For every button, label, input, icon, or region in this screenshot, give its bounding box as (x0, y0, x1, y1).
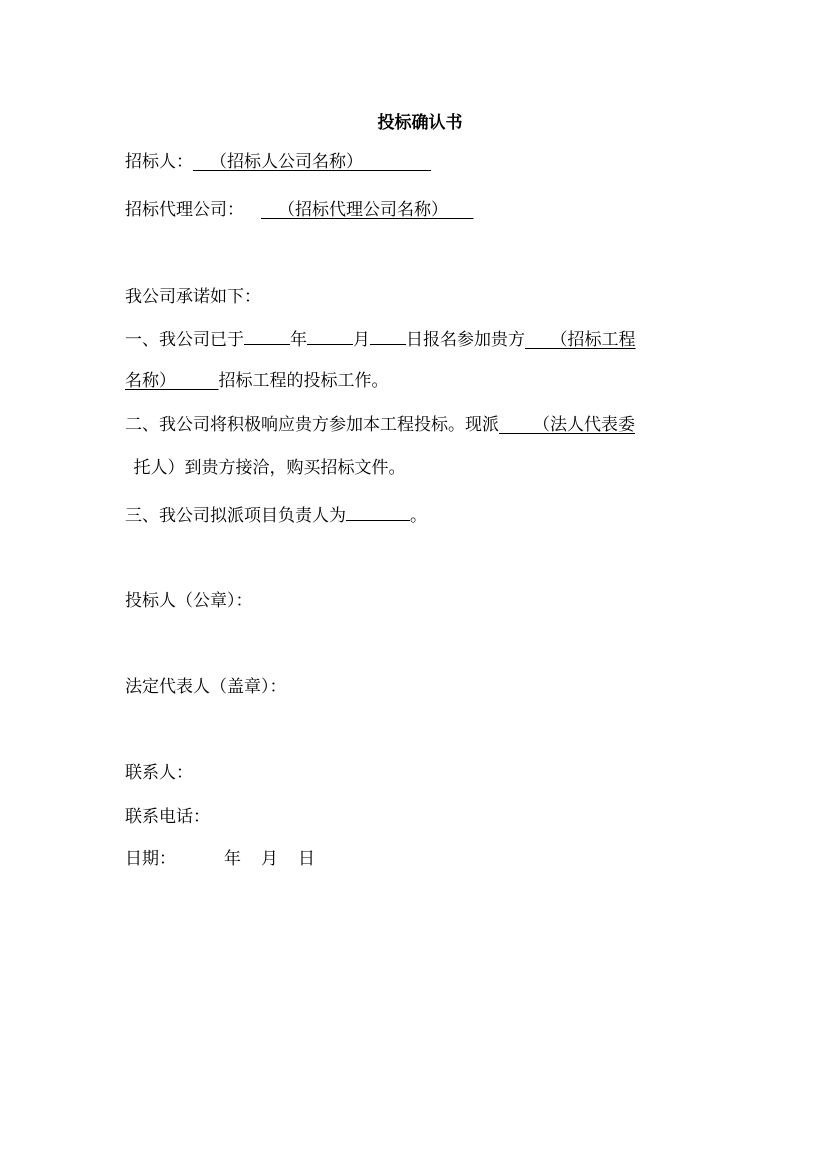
item2-line2 (125, 456, 406, 480)
date-day: 日 (298, 849, 315, 869)
item1-project-name-2: 名称） (125, 371, 176, 391)
item3-suffix: 。 (410, 506, 427, 526)
item1-line2 (125, 369, 389, 393)
date-month: 月 (261, 849, 278, 869)
item2-representative-2: 托人） (133, 458, 185, 478)
document-page (125, 0, 715, 1169)
item2-prefix: 二、我公司将积极响应贵方参加本工程投标。现派 (125, 415, 499, 435)
item1-month-blank (307, 326, 353, 345)
item3-prefix: 三、我公司拟派项目负责人为 (125, 506, 346, 526)
item1-project-name-1: （招标工程 (550, 330, 636, 350)
commitment-intro: 我公司承诺如下： (125, 287, 261, 307)
tenderer-line (125, 150, 431, 174)
document-title: 投标确认书 (377, 113, 463, 133)
date-line (125, 847, 315, 871)
contact-person-line: 联系人： (125, 763, 193, 783)
item1-prefix: 一、我公司已于 (125, 330, 244, 350)
bidder-seal-line: 投标人（公章）： (125, 591, 253, 611)
date-year: 年 (224, 849, 241, 869)
item1-day-blank (370, 326, 406, 345)
item3-line (125, 502, 427, 528)
tenderer-value: （招标人公司名称） (210, 152, 363, 172)
item1-month-unit: 月 (353, 330, 370, 350)
item2-line1 (125, 413, 635, 437)
item2-suffix: 到贵方接洽，购买招标文件。 (184, 458, 406, 478)
contact-phone-line: 联系电话： (125, 807, 210, 827)
item1-suffix: 招标工程的投标工作。 (218, 371, 389, 391)
item1-line1 (125, 326, 636, 352)
tenderer-label: 招标人： (125, 152, 193, 172)
item1-year-blank (244, 326, 290, 345)
item1-year-unit: 年 (290, 330, 307, 350)
agency-label: 招标代理公司： (125, 200, 244, 220)
item1-day-text: 日报名参加贵方 (406, 330, 525, 350)
legal-rep-seal-line: 法定代表人（盖章）： (125, 677, 287, 697)
item2-representative-1: （法人代表委 (533, 415, 635, 435)
agency-line (125, 198, 474, 222)
item3-manager-blank (346, 502, 410, 521)
agency-value: （招标代理公司名称） (278, 200, 448, 220)
date-label: 日期： (125, 849, 176, 869)
